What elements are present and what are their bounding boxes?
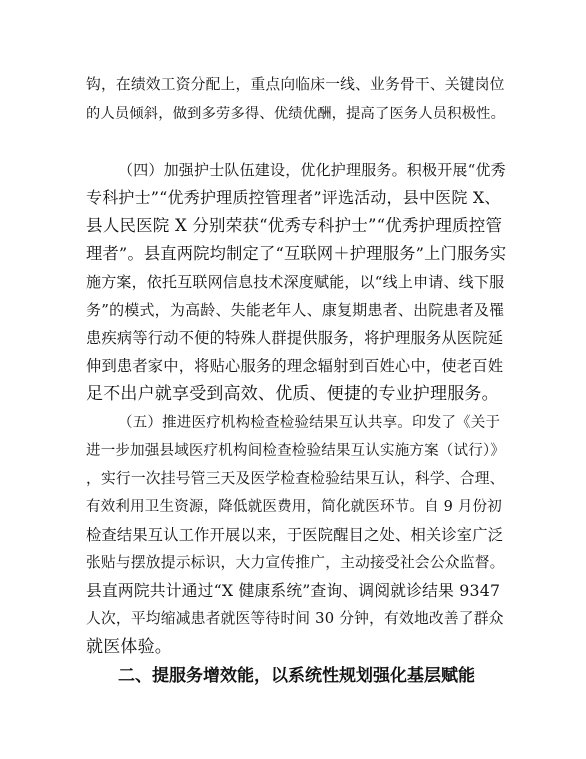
text-line: 县人民医院 X 分别荣获“优秀专科护士”“优秀护理质控管	[86, 216, 503, 235]
text-line: 足不出户就享受到高效、优质、便捷的专业护理服务。	[86, 384, 499, 404]
text-line: 张贴与摆放提示标识，大力宣传推广，主动接受社会公众监督。	[86, 554, 505, 571]
section-heading: 二、提服务增效能，以系统性规划强化基层赋能	[118, 666, 475, 686]
text-line: 检查结果互认工作开展以来，于医院醒目之处、相关诊室广泛	[86, 526, 504, 544]
text-line: 伸到患者家中，将贴心服务的理念辐射到百姓心中，使老百姓	[86, 357, 504, 375]
text-line: 县直两院共计通过“X 健康系统”查询、调阅就诊结果 9347	[86, 581, 501, 600]
text-line: 人次，平均缩减患者就医等待时间 30 分钟，有效地改善了群众	[86, 610, 504, 627]
text-line: 钩，在绩效工资分配上，重点向临床一线、业务骨干、关键岗位	[86, 76, 505, 93]
text-line: ，实行一次挂号管三天及医学检查检验结果互认，科学、合理、	[86, 470, 505, 487]
text-line: 专科护士”“优秀护理质控管理者”评选活动，县中医院 X、	[86, 188, 501, 207]
text-line: 务”的模式，为高龄、失能老年人、康复期患者、出院患者及罹	[86, 301, 505, 319]
text-line: 患疾病等行动不便的特殊人群提供服务，将护理服务从医院延	[86, 329, 504, 347]
text-line: （四）加强护士队伍建设，优化护理服务。积极开展“优秀	[118, 161, 506, 179]
text-line: 的人员倾斜，做到多劳多得、优绩优酬，提高了医务人员积极性。	[86, 106, 506, 122]
text-line: 理者”。县直两院均制定了“互联网＋护理服务”上门服务实	[86, 244, 507, 263]
text-line: （五）推进医疗机构检查检验结果互认共享。印发了《关于	[118, 415, 501, 431]
text-line: 施方案，依托互联网信息技术深度赋能，以“线上申请、线下服	[86, 273, 505, 291]
text-line: 进一步加强县域医疗机构间检查检验结果互认实施方案（试行）》	[86, 443, 506, 459]
text-line: 就医体验。	[86, 637, 172, 657]
text-line: 有效利用卫生资源，降低就医费用，简化就医环节。自 9 月份初	[86, 499, 502, 515]
